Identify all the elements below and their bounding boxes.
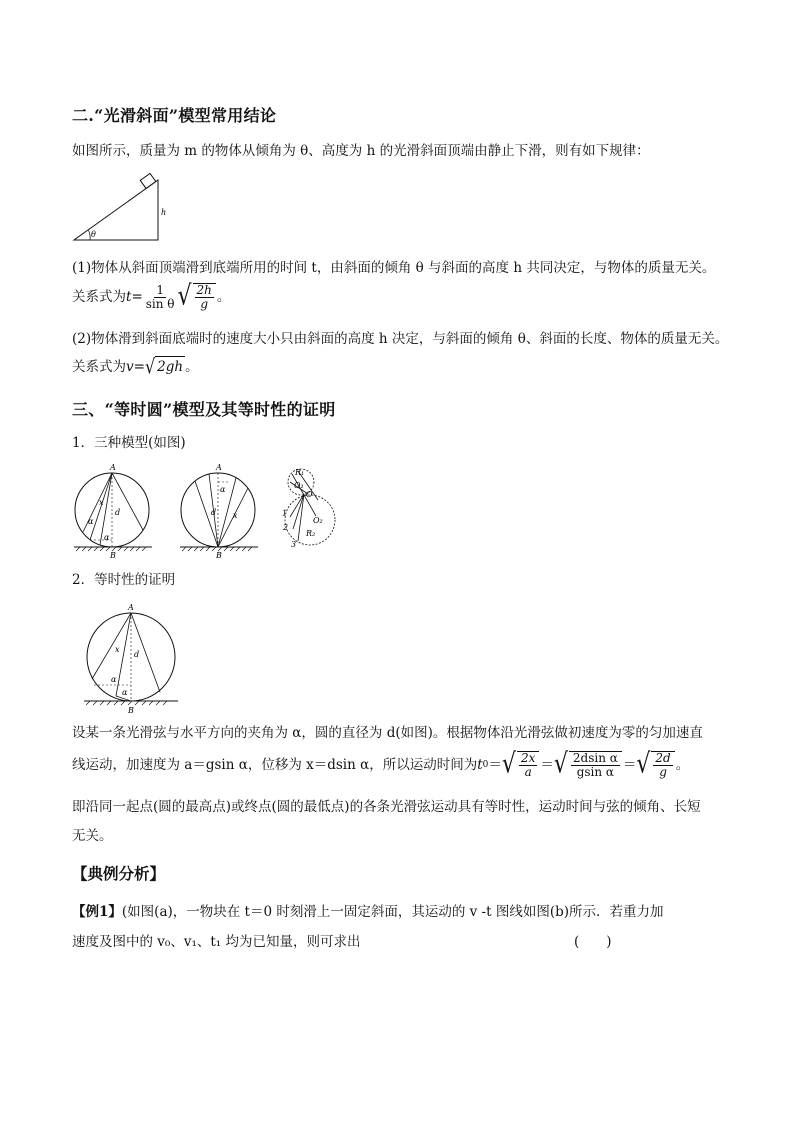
svg-text:B: B [216,551,222,560]
formula-1-eq: = [131,289,143,305]
conclusion-line-2: 无关。 [72,828,113,844]
formula-2-v: v [126,358,134,375]
svg-text:x: x [99,498,104,507]
svg-text:d: d [134,650,140,659]
svg-text:B: B [128,706,134,714]
incline-figure [70,170,170,246]
svg-text:x: x [115,645,120,654]
svg-text:O: O [306,490,313,499]
three-models-figure [70,460,340,560]
svg-text:d: d [211,508,217,517]
item-three-models: 1．三种模型(如图) [72,435,186,451]
svg-text:1: 1 [282,509,288,518]
example-1-text-1: (如图(a)，一物块在 t＝0 时刻滑上一固定斜面，其运动的 v -t 图线如图(b)所示．若重力加 [121,904,664,920]
svg-text:O₂: O₂ [313,516,323,525]
formula-2 [72,356,199,377]
svg-text:A: A [128,603,134,612]
proof-end: 。 [675,757,690,773]
formula-2-sqrt: √ 2gh [144,354,184,378]
svg-text:α: α [88,517,94,526]
proof-figure [78,602,188,714]
formula-1-end: 。 [216,289,231,305]
theta-label: θ [91,230,96,239]
svg-text:α: α [220,485,226,494]
svg-text:α: α [122,688,128,697]
intro-paragraph: 如图所示，质量为 m 的物体从倾角为 θ、高度为 h 的光滑斜面顶端由静止下滑，则有如下规律： [72,143,650,159]
model-2-diagram [180,463,258,560]
svg-text:3: 3 [291,540,297,549]
svg-text:α: α [111,675,117,684]
svg-text:A: A [216,463,222,472]
proof-t0: t [477,757,483,773]
h-label: h [161,208,167,217]
svg-text:A: A [110,463,116,472]
svg-text:x: x [233,511,238,520]
svg-text:R₁: R₁ [295,468,305,477]
formula-1-fraction [144,284,177,311]
svg-text:2: 2 [283,523,289,532]
formula-1-prefix: 关系式为 [72,289,126,305]
proof-line-2-text: 线运动，加速度为 a＝gsin α，位移为 x＝dsin α，所以运动时间为 [72,757,478,773]
formula-1 [72,280,231,312]
svg-text:O₁: O₁ [294,481,304,490]
formula-2-end: 。 [185,358,199,375]
formula-1-den: sin θ [145,296,175,311]
formula-1-t: t [126,289,132,305]
item-proof: 2．等时性的证明 [72,572,176,588]
rule-1: (1)物体从斜面顶端滑到底端所用的时间 t，由斜面的倾角 θ 与斜面的高度 h 共同决定，与物体的质量无关。 [72,260,716,276]
model-3-diagram [282,468,335,549]
formula-1-sqrt-den: g [200,297,209,311]
answer-blank[interactable]: ( ) [574,934,612,950]
section-title-smooth-incline: 二.“光滑斜面”模型常用结论 [72,106,277,125]
model-1-diagram [74,463,152,560]
conclusion-line-1: 即沿同一起点(圆的最高点)或终点(圆的最低点)的各条光滑弦运动具有等时性，运动时间与弦的倾角、长短 [72,799,701,815]
svg-text:R₂: R₂ [306,529,316,538]
formula-2-prefix: 关系式为 [72,358,126,375]
proof-line-2: 线运动，加速度为 a＝gsin α，位移为 x＝dsin α，所以运动时间为 t 0 ＝ √ $\frac{2x}{a}$ ＝ √ $\frac{\text{2dsin α}}{\text{gsin α}}$ ＝ √ $\frac{2d}{g}$ 。 [72,748,690,780]
formula-2-eq: = [133,358,145,375]
proof-sqrt-2: √ $\frac{\text{2dsin α}}{\text{gsin α}}$ [554,751,623,779]
svg-text:B: B [110,551,116,560]
proof-line-1: 设某一条光滑弦与水平方向的夹角为 α，圆的直径为 d(如图)。根据物体沿光滑弦做初速度为零的匀加速直 [72,725,703,741]
example-1-line-1 [72,902,664,922]
formula-1-sqrt: √ $\frac{2h}{g}$ [178,283,217,311]
rule-2: (2)物体滑到斜面底端时的速度大小只由斜面的高度 h 决定，与斜面的倾角 θ、斜面的长度、物体的质量无关。 [72,331,729,347]
proof-t0-sub: 0 [482,760,489,770]
example-1-line-2: 速度及图中的 v₀、v₁、t₁ 均为已知量，则可求出 [72,934,361,950]
section-title-isochronous-circle: 三、“等时圆”模型及其等时性的证明 [72,400,336,419]
formula-1-num: 1 [156,282,164,297]
proof-sqrt-3: √ $\frac{2d}{g}$ [636,751,675,779]
formula-1-sqrt-num: 2h [196,283,212,297]
svg-text:α: α [104,533,110,542]
proof-sqrt-1: √ $\frac{2x}{a}$ [502,751,540,779]
svg-text:d: d [115,508,121,517]
example-1-tag: 【例1】 [72,904,122,920]
examples-heading: 【典例分析】 [72,864,166,883]
formula-2-sqrt-body: 2gh [155,356,185,377]
